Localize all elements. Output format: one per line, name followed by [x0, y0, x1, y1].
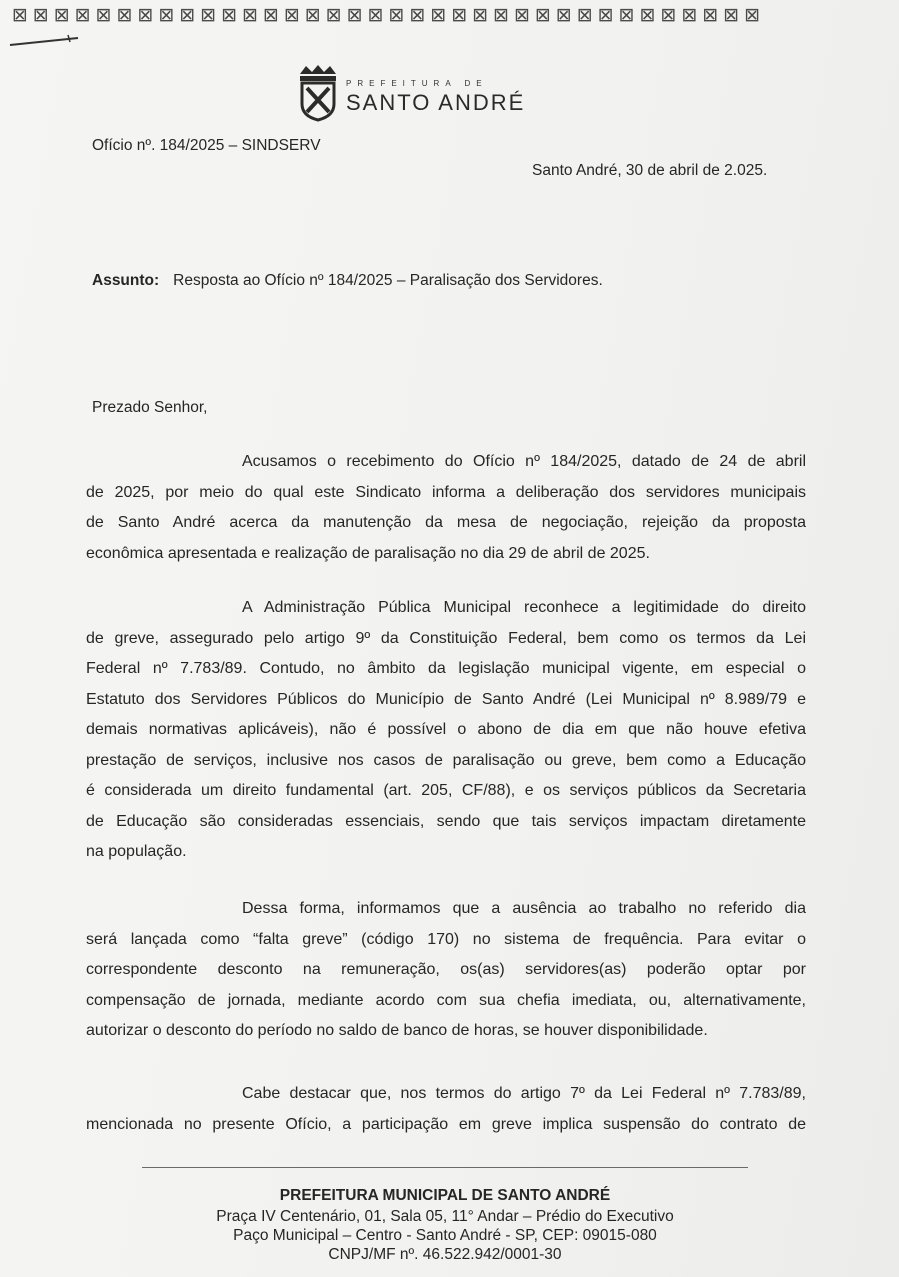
paragraph-line: correspondente desconto na remuneração, os(as) servidores(as) poderão optar por — [86, 961, 806, 978]
crest-icon — [296, 64, 340, 122]
perforation-border: ⊠⊠⊠⊠⊠⊠⊠⊠⊠⊠⊠⊠⊠⊠⊠⊠⊠⊠⊠⊠⊠⊠⊠⊠⊠⊠⊠⊠⊠⊠⊠⊠⊠⊠⊠⊠ — [12, 4, 766, 26]
subject-text: Resposta ao Ofício nº 184/2025 – Paralisação dos Servidores. — [173, 272, 603, 289]
paragraph-line: é considerada um direito fundamental (art. 205, CF/88), e os serviços públicos da Secretaria — [86, 782, 806, 799]
footer-org: PREFEITURA MUNICIPAL DE SANTO ANDRÉ — [279, 1187, 611, 1204]
paragraph-line: de 2025, por meio do qual este Sindicato informa a deliberação dos servidores municipais — [86, 483, 806, 501]
paragraph-line: Acusamos o recebimento do Ofício nº 184/2025, datado de 24 de abril — [242, 453, 806, 470]
letter-reference: Ofício nº. 184/2025 – SINDSERV — [92, 137, 321, 154]
paragraph-line: de greve, assegurado pelo artigo 9º da Constituição Federal, bem como os termos da Lei — [86, 629, 806, 647]
paragraph-line: Federal nº 7.783/89. Contudo, no âmbito da legislação municipal vigente, em especial o — [86, 660, 806, 677]
footer-divider — [142, 1167, 748, 1168]
paragraph-line: na população. — [86, 843, 187, 860]
paragraph-strike-rights — [86, 593, 806, 868]
paragraph-line: Cabe destacar que, nos termos do artigo 7º da Lei Federal nº 7.783/89, — [242, 1085, 806, 1102]
footer-address-2: Paço Municipal – Centro - Santo André - SP, CEP: 09015-080 — [233, 1227, 657, 1244]
paragraph-line: A Administração Pública Municipal reconhece a legitimidade do direito — [242, 599, 806, 616]
paragraph-line: demais normativas aplicáveis), não é possível o abono de dia em que não houve efetiva — [86, 721, 806, 738]
logo-subtitle: PREFEITURA DE — [346, 79, 488, 88]
paragraph-line: Dessa forma, informamos que a ausência ao trabalho no referido dia — [242, 900, 806, 917]
letter-subject — [92, 272, 603, 290]
paragraph-line: mencionada no presente Ofício, a participação em greve implica suspensão do contrato de — [86, 1115, 806, 1133]
city-logo — [296, 64, 536, 122]
paragraph-line: de Educação são consideradas essenciais, sendo que tais serviços impactam diretamente — [86, 812, 806, 830]
paragraph-line: prestação de serviços, inclusive nos casos de paralisação ou greve, bem como a Educação — [86, 751, 806, 769]
paragraph-contract — [86, 1079, 806, 1140]
footer-address-1: Praça IV Centenário, 01, Sala 05, 11° Andar – Prédio do Executivo — [216, 1208, 674, 1225]
paragraph-line: Estatuto dos Servidores Públicos do Município de Santo André (Lei Municipal nº 8.989/79 e — [86, 690, 806, 708]
letter-date: Santo André, 30 de abril de 2.025. — [532, 162, 768, 179]
paragraph-absence — [86, 894, 806, 1047]
logo-name: SANTO ANDRÉ — [346, 90, 526, 115]
paragraph-line: será lançada como “falta greve” (código 170) no sistema de frequência. Para evitar o — [86, 930, 806, 948]
paragraph-line: econômica apresentada e realização de paralisação no dia 29 de abril de 2025. — [86, 544, 650, 562]
subject-label: Assunto: — [92, 272, 160, 289]
paragraph-line: de Santo André acerca da manutenção da mesa de negociação, rejeição da proposta — [86, 514, 806, 531]
paragraph-line: compensação de jornada, mediante acordo com sua chefia imediata, ou, alternativamente, — [86, 991, 806, 1009]
greeting: Prezado Senhor, — [92, 399, 208, 416]
pen-mark — [8, 34, 80, 48]
paragraph-line: autorizar o desconto do período no saldo de banco de horas, se houver disponibilidade. — [86, 1022, 708, 1039]
paragraph-receipt — [86, 447, 806, 569]
footer-cnpj: CNPJ/MF nº. 46.522.942/0001-30 — [328, 1246, 562, 1263]
